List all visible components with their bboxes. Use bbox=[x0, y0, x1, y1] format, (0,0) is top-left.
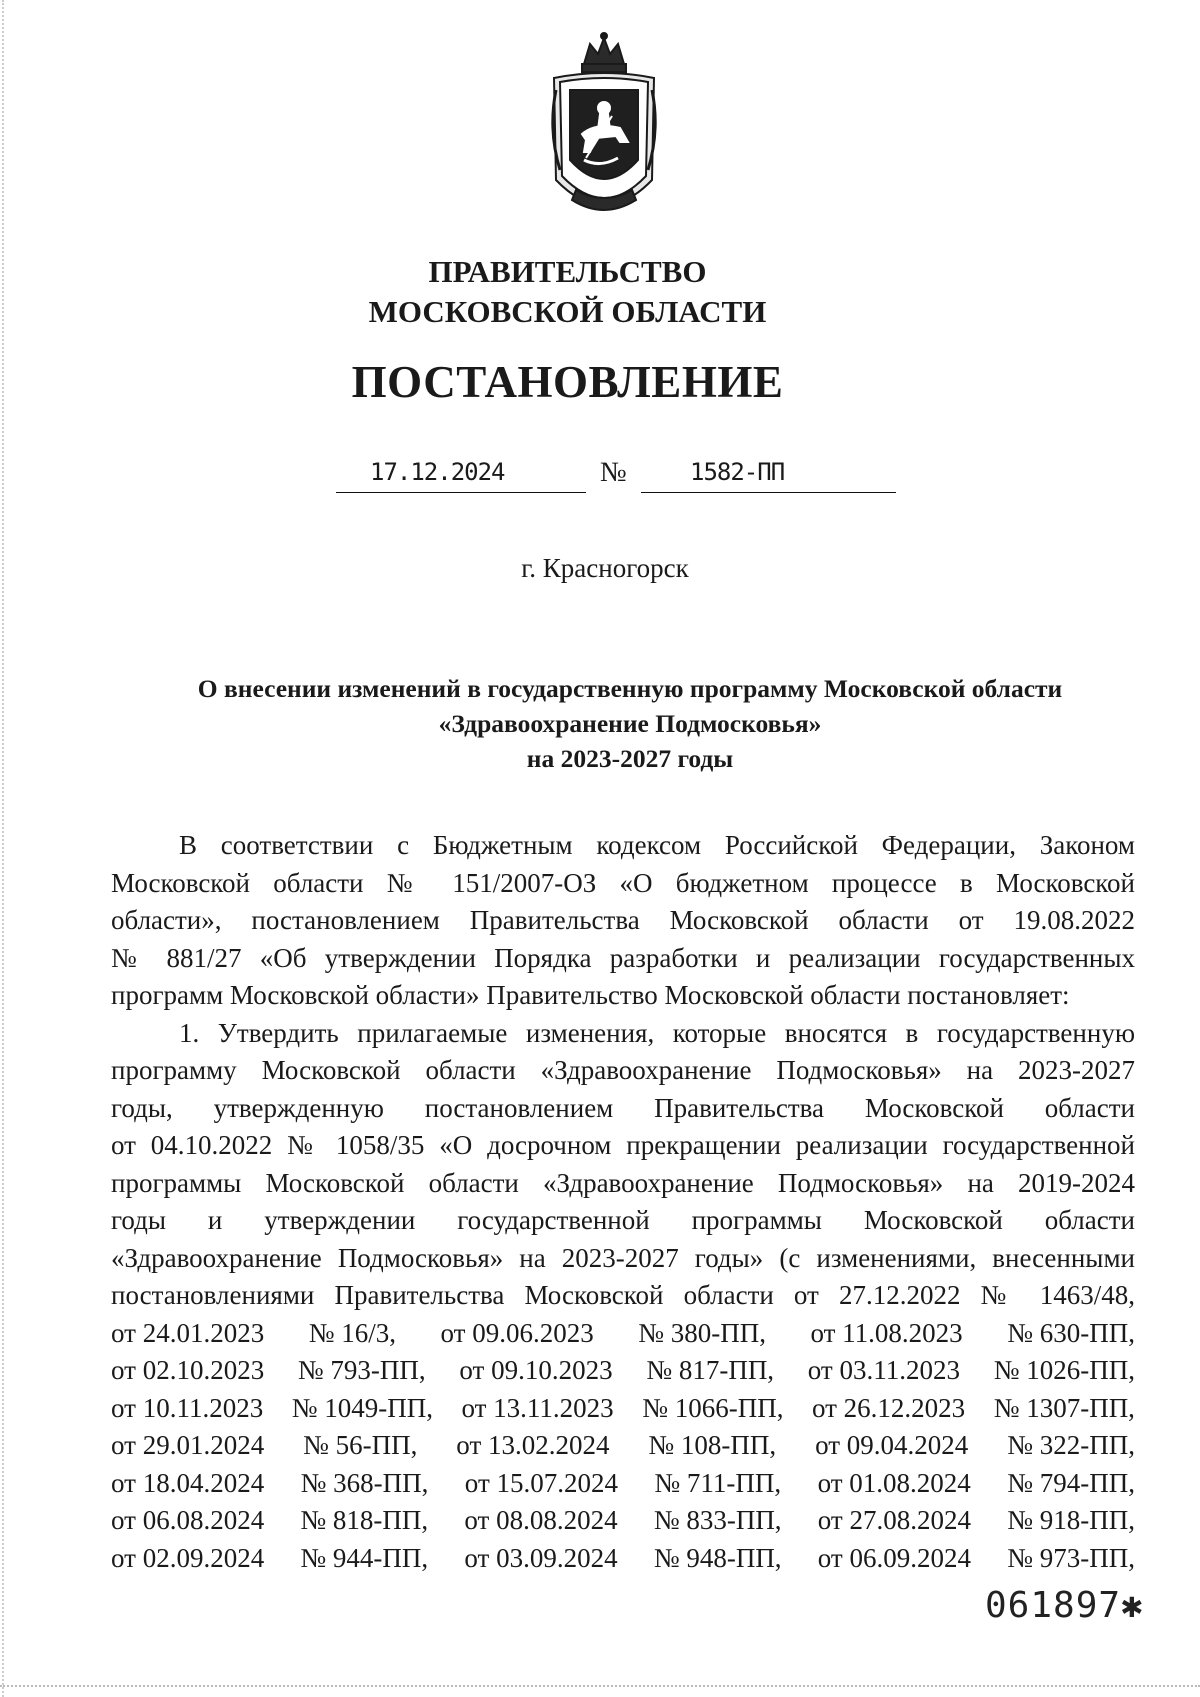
reference-date: от 09.04.2024 bbox=[815, 1430, 969, 1460]
reference-date: от 24.01.2023 bbox=[111, 1317, 265, 1348]
body-line: постановлениями Правительства Московской области от 27.12.2022 № 1463/48, bbox=[111, 1280, 1135, 1310]
reference-row bbox=[111, 1502, 1135, 1540]
reference-date: от 13.02.2024 bbox=[456, 1430, 610, 1460]
body-line: 1. Утвердить прилагаемые изменения, которые вносятся в государственную bbox=[179, 1017, 1135, 1048]
reference-number: № 108-ПП, bbox=[648, 1430, 777, 1460]
reference-date: от 08.08.2024 bbox=[464, 1505, 618, 1535]
reference-row bbox=[111, 1390, 1135, 1428]
body-line: программы Московской области «Здравоохранение Подмосковья» на 2019-2024 bbox=[111, 1167, 1135, 1198]
organization-name-line1: ПРАВИТЕЛЬСТВО bbox=[428, 254, 707, 289]
paragraph-preamble bbox=[111, 827, 1135, 1015]
reference-row bbox=[111, 1540, 1135, 1578]
reference-date: от 01.08.2024 bbox=[817, 1467, 971, 1498]
body-line: Московской области № 151/2007-ОЗ «О бюджетном процессе в Московской bbox=[111, 867, 1135, 898]
document-number: 1582-ПП bbox=[690, 458, 785, 486]
reference-number: № 16/3, bbox=[308, 1317, 396, 1348]
reference-date: от 29.01.2024 bbox=[111, 1430, 265, 1460]
reference-number: № 56-ПП, bbox=[303, 1430, 418, 1460]
serial-number: 061897 bbox=[985, 1585, 1122, 1626]
reference-number: № 630-ПП, bbox=[1007, 1317, 1135, 1348]
body-line: «Здравоохранение Подмосковья» на 2023-2027 годы» (с изменениями, внесенными bbox=[111, 1242, 1135, 1273]
reference-number: № 322-ПП, bbox=[1007, 1430, 1135, 1460]
number-sign: № bbox=[600, 457, 627, 488]
asterisk-icon: ✱ bbox=[1121, 1585, 1144, 1626]
reference-number: № 948-ПП, bbox=[653, 1542, 782, 1573]
document-title bbox=[120, 671, 1140, 776]
reference-date: от 03.09.2024 bbox=[464, 1542, 618, 1573]
reference-row bbox=[111, 1465, 1135, 1503]
reference-date: от 03.11.2023 bbox=[807, 1355, 960, 1385]
body-line: области», постановлением Правительства Московской области от 19.08.2022 bbox=[111, 905, 1135, 935]
scan-edge-bottom bbox=[0, 1685, 1200, 1690]
title-line: на 2023-2027 годы bbox=[526, 744, 734, 773]
reference-date: от 11.08.2023 bbox=[810, 1317, 963, 1348]
reference-number: № 1307-ПП, bbox=[993, 1392, 1135, 1423]
reference-date: от 13.11.2023 bbox=[461, 1392, 614, 1423]
reference-number: № 368-ПП, bbox=[300, 1467, 429, 1498]
reference-date: от 10.11.2023 bbox=[111, 1392, 264, 1423]
reference-date: от 06.09.2024 bbox=[817, 1542, 971, 1573]
reference-date: от 09.10.2023 bbox=[459, 1355, 613, 1385]
reference-row bbox=[111, 1427, 1135, 1465]
title-line: О внесении изменений в государственную программу Московской области bbox=[197, 674, 1063, 703]
reference-number: № 1066-ПП, bbox=[642, 1392, 784, 1423]
body-line: В соответствии с Бюджетным кодексом Российской Федерации, Законом bbox=[179, 830, 1135, 860]
body-line: годы и утверждении государственной программы Московской области bbox=[111, 1205, 1135, 1235]
organization-name-line2: МОСКОВСКОЙ ОБЛАСТИ bbox=[368, 294, 767, 329]
body-line: программу Московской области «Здравоохранение Подмосковья» на 2023-2027 bbox=[111, 1055, 1135, 1085]
reference-date: от 09.06.2023 bbox=[440, 1317, 594, 1348]
body-line: годы, утвержденную постановлением Правительства Московской области bbox=[111, 1092, 1135, 1123]
reference-number: № 817-ПП, bbox=[646, 1355, 775, 1385]
amendment-references bbox=[111, 1315, 1135, 1578]
body-line: от 04.10.2022 № 1058/35 «О досрочном прекращении реализации государственной bbox=[111, 1130, 1135, 1160]
serial-stamp bbox=[985, 1585, 1144, 1626]
document-type-heading: ПОСТАНОВЛЕНИЕ bbox=[351, 357, 784, 407]
reference-number: № 1049-ПП, bbox=[291, 1392, 433, 1423]
reference-number: № 833-ПП, bbox=[653, 1505, 782, 1535]
reference-number: № 818-ПП, bbox=[300, 1505, 429, 1535]
reference-row bbox=[111, 1315, 1135, 1353]
body-line: № 881/27 «Об утверждении Порядка разработки и реализации государственных bbox=[111, 942, 1135, 973]
reference-number: № 711-ПП, bbox=[654, 1467, 782, 1498]
reference-number: № 1026-ПП, bbox=[993, 1355, 1135, 1385]
reference-date: от 02.10.2023 bbox=[111, 1355, 265, 1385]
title-line: «Здравоохранение Подмосковья» bbox=[438, 709, 822, 738]
reference-number: № 918-ПП, bbox=[1007, 1505, 1135, 1535]
reference-date: от 02.09.2024 bbox=[111, 1542, 265, 1573]
reference-row bbox=[111, 1352, 1135, 1390]
reference-date: от 06.08.2024 bbox=[111, 1505, 265, 1535]
reference-number: № 944-ПП, bbox=[300, 1542, 429, 1573]
paragraph-item-1 bbox=[111, 1015, 1135, 1315]
reference-date: от 26.12.2023 bbox=[811, 1392, 966, 1423]
city-of-issue: г. Красногорск bbox=[521, 553, 689, 583]
reference-date: от 27.08.2024 bbox=[817, 1505, 971, 1535]
reference-number: № 794-ПП, bbox=[1007, 1467, 1135, 1498]
body-line: программ Московской области» Правительство Московской области постановляет: bbox=[111, 980, 1070, 1010]
document-date: 17.12.2024 bbox=[370, 458, 505, 486]
reference-number: № 973-ПП, bbox=[1007, 1542, 1135, 1573]
reference-date: от 15.07.2024 bbox=[464, 1467, 618, 1498]
reference-number: № 793-ПП, bbox=[297, 1355, 426, 1385]
reference-number: № 380-ПП, bbox=[638, 1317, 766, 1348]
coat-of-arms-icon bbox=[540, 30, 668, 230]
document-body bbox=[111, 827, 1135, 1577]
reference-date: от 18.04.2024 bbox=[111, 1467, 265, 1498]
